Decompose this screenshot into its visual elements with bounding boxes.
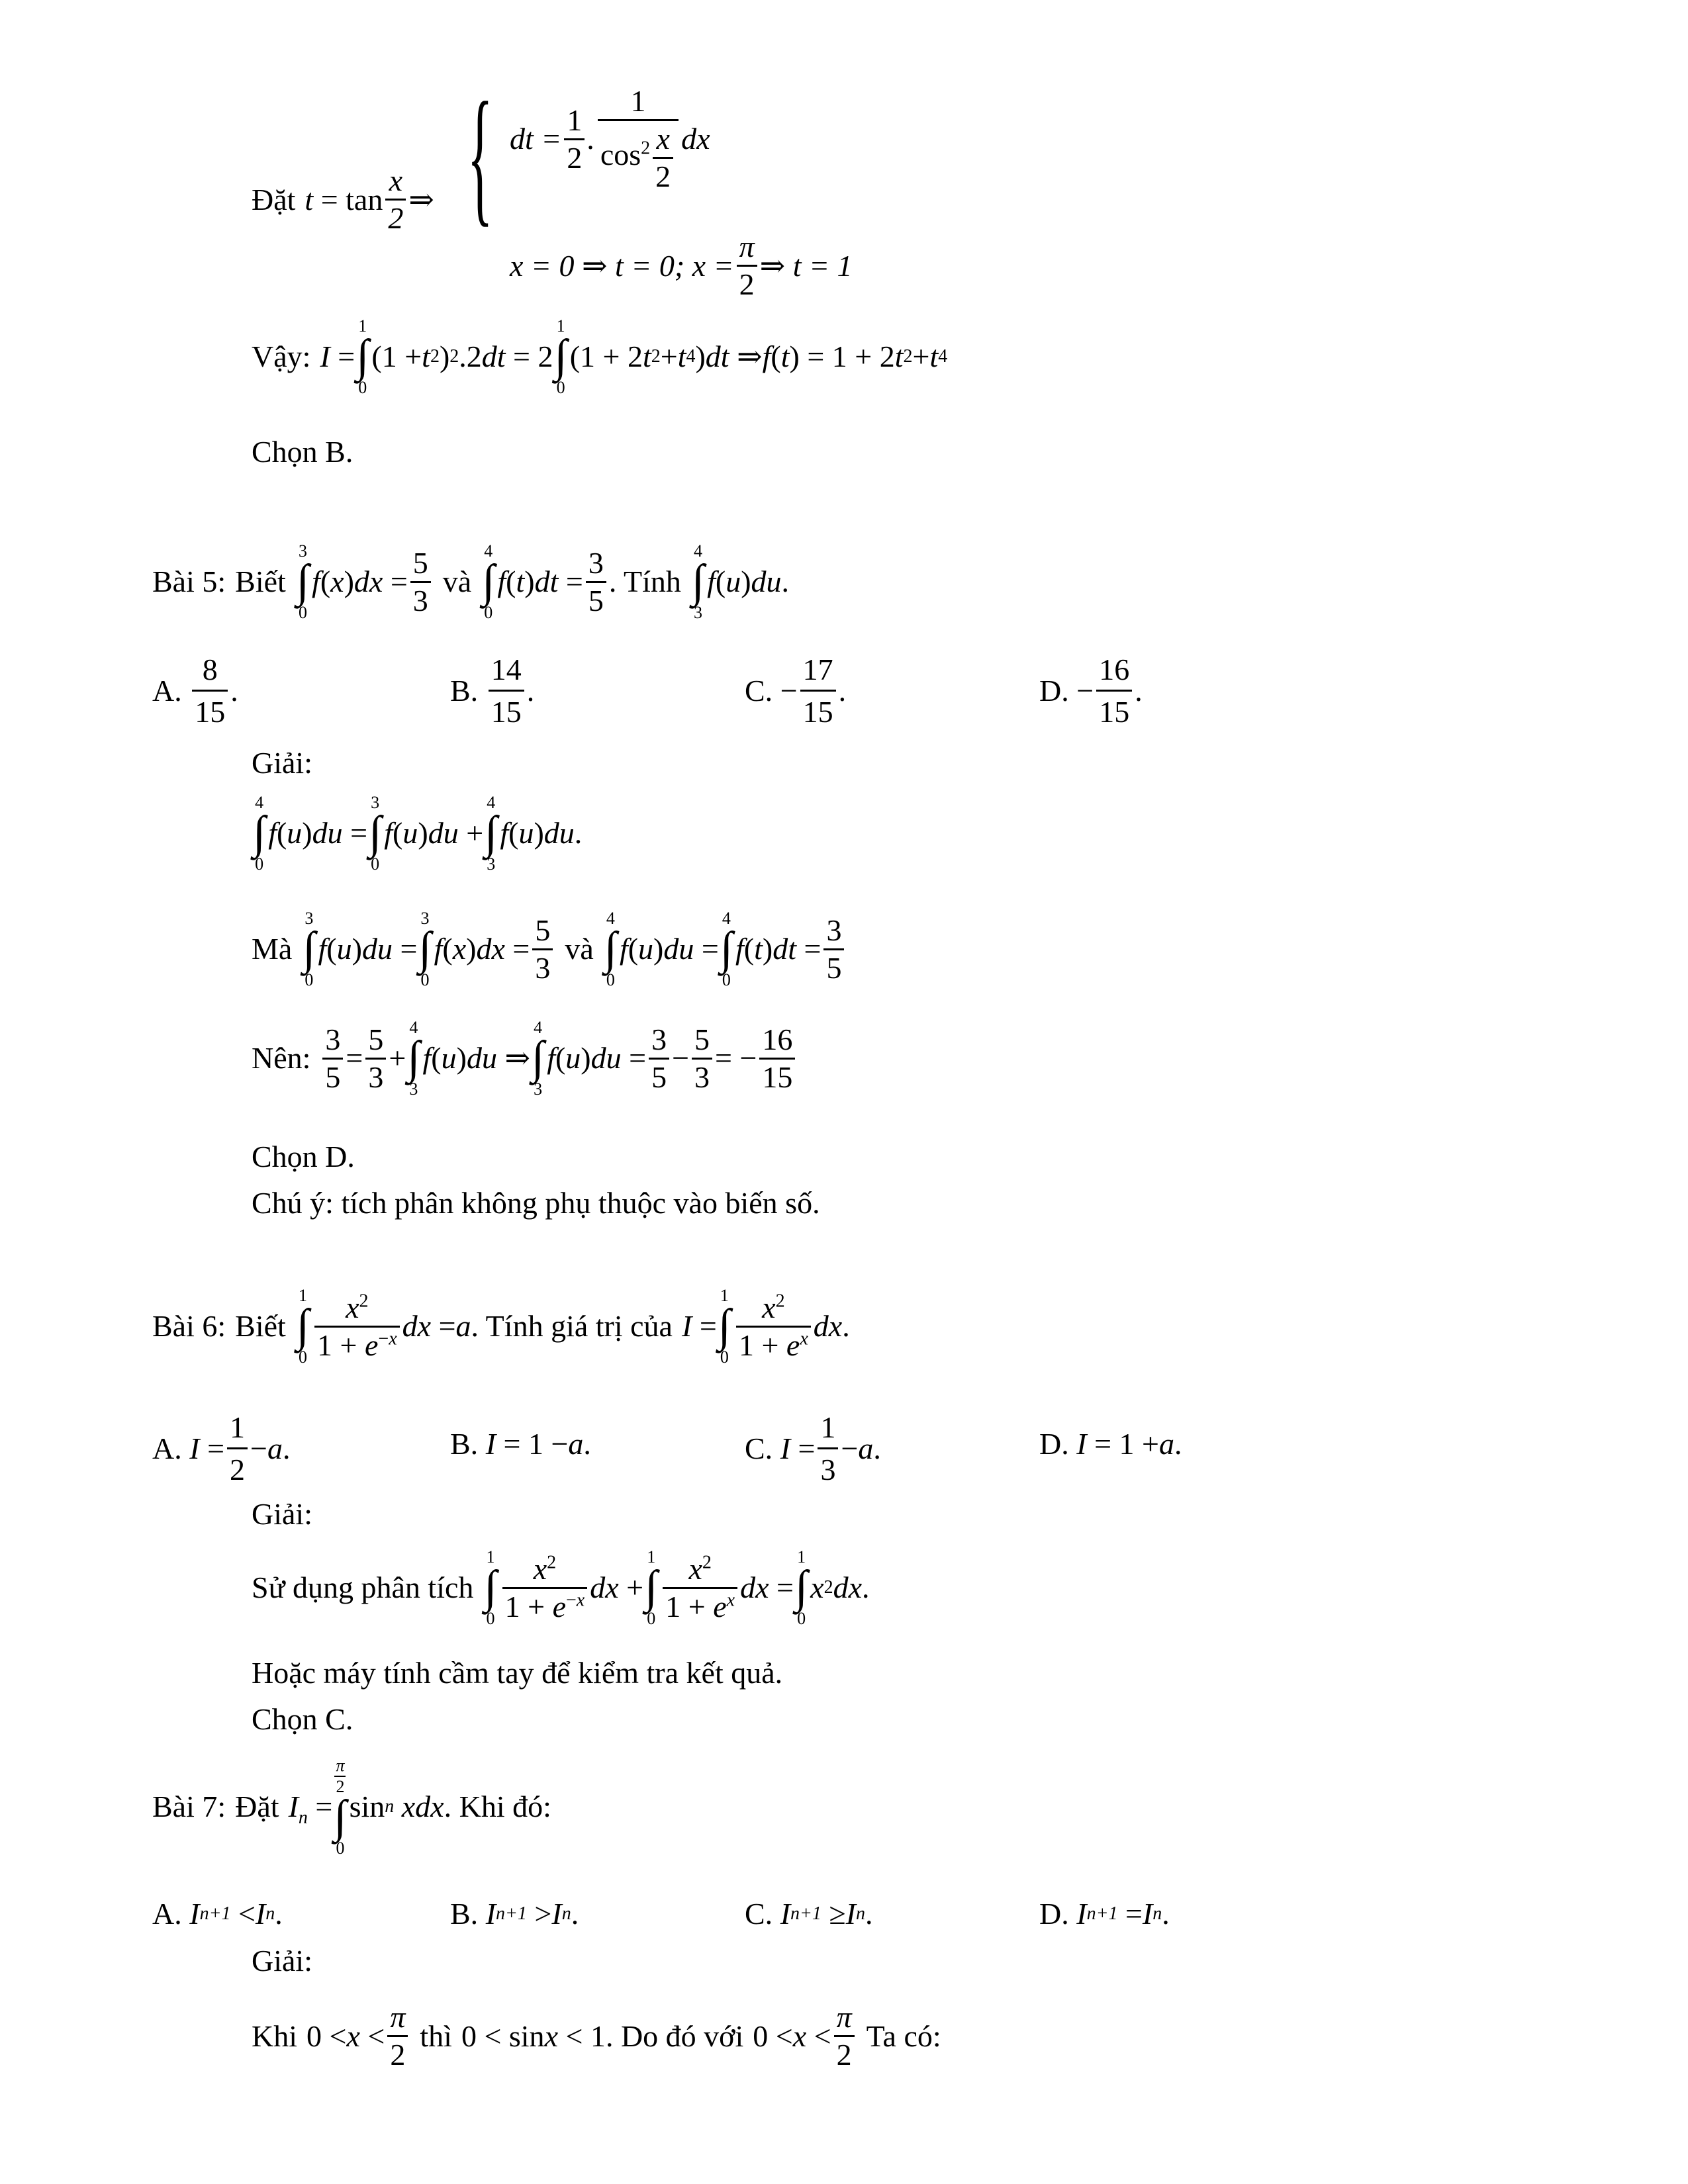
bai5-option-d[interactable]: D. − $\frac{16}{15}$ . (1039, 653, 1143, 729)
bai5-note: Chú ý: tích phân không phụ thuộc vào biến số. (252, 1186, 820, 1220)
bai6-option-d[interactable]: D. I = 1 + a . (1039, 1427, 1182, 1461)
bai6-option-a[interactable]: A. I = $\frac{1}{2}$ − a . (152, 1410, 291, 1486)
bai6-step1: Sử dụng phân tích 1 ∫ 0 $\frac{x^2}{1 + e^{-x}}$ dx + 1 ∫ 0 $\frac{x^2}{1 + e^x}$ dx = 1 ∫ 0 x 2 dx . (252, 1547, 870, 1628)
bai5-chon: Chọn D. (252, 1140, 355, 1173)
bai6-hoac: Hoặc máy tính cầm tay để kiểm tra kết quả. (252, 1656, 783, 1690)
bai7-option-d[interactable]: D. I n+1 = I n . (1039, 1897, 1170, 1931)
bai6-chon: Chọn C. (252, 1702, 353, 1736)
bai7-question: Bài 7: Đặt $I_n$ = $\frac{\pi}{2}$ ∫ 0 sin n xdx . Khi đó: (152, 1756, 551, 1858)
bai6-option-b[interactable]: B. I = 1 − a . (450, 1427, 591, 1461)
bai5-giai: Giải: (252, 746, 312, 780)
bai6-giai: Giải: (252, 1497, 312, 1531)
substitution-block: Đặt t = tan $\frac{x}{2}$ ⇒ { dt = $\frac{1}{2}$ . 1 $\cos^2$ $\frac{x}{2}$ dx x = 0 ⇒ t = 0; x = $\frac{\pi}{2}$ ⇒ t = 1 (252, 71, 853, 301)
bai5-option-a[interactable]: A. $\frac{8}{15}$ . (152, 653, 238, 729)
bai5-question: Bài 5: Biết 3 ∫ 0 f ( x ) dx = $\frac{5}{3}$ và 4 ∫ 0 f ( t ) dt = $\frac{3}{5}$ . Tính 4 ∫ 3 f ( u ) du . (152, 541, 790, 622)
bai5-step1: 4 ∫ 0 f ( u ) du = 3 ∫ 0 f ( u ) du + 4 ∫ 3 f ( u ) du . (253, 793, 583, 874)
bai7-option-c[interactable]: C. I n+1 ≥ I n . (745, 1897, 873, 1931)
bai7-giai: Giải: (252, 1944, 312, 1978)
chon-b-text: Chọn B. (252, 435, 353, 469)
bai5-option-b[interactable]: B. $\frac{14}{15}$ . (450, 653, 535, 729)
bai6-option-c[interactable]: C. I = $\frac{1}{3}$ − a . (745, 1410, 881, 1486)
bai7-step1: Khi 0 < x < $\frac{\pi}{2}$ thì 0 < sin x < 1 . Do đó với 0 < x < $\frac{\pi}{2}$ Ta có: (252, 2000, 941, 2071)
bai5-step2: Mà 3 ∫ 0 f ( u ) du = 3 ∫ 0 f ( x ) dx = $\frac{5}{3}$ và 4 ∫ 0 f ( u ) du = 4 ∫ 0 f ( t ) dt = $\frac{3}{5}$ (252, 910, 847, 989)
bai5-option-c[interactable]: C. − $\frac{17}{15}$ . (745, 653, 847, 729)
bai7-option-b[interactable]: B. I n+1 > I n . (450, 1897, 579, 1931)
bai7-option-a[interactable]: A. I n+1 < I n . (152, 1897, 283, 1931)
bai6-question: Bài 6: Biết 1 ∫ 0 $\frac{x^2}{1 + e^{-x}}$ dx = a . Tính giá trị của I = 1 ∫ 0 $\frac{x^2}{1 + e^x}$ dx . (152, 1286, 850, 1367)
vay-line: Vậy: I = 1 ∫ 0 (1 + t 2 ) 2 .2 dt = 2 1 ∫ 0 (1 + 2 t 2 + t 4 ) dt ⇒ f ( t ) = 1 + 2 t 2 + t 4 (252, 316, 948, 397)
bai5-step3: Nên: $\frac{3}{5}$ = $\frac{5}{3}$ + 4 ∫ 3 f ( u ) du ⇒ 4 ∫ 3 f ( u ) du = $\frac{3}{5}$ − $\frac{5}{3}$ = − $\frac{16}{15}$ (252, 1019, 798, 1098)
vay-label: Vậy: (252, 340, 311, 374)
dat-label: Đặt (252, 182, 296, 216)
system-brace: { (467, 71, 493, 240)
